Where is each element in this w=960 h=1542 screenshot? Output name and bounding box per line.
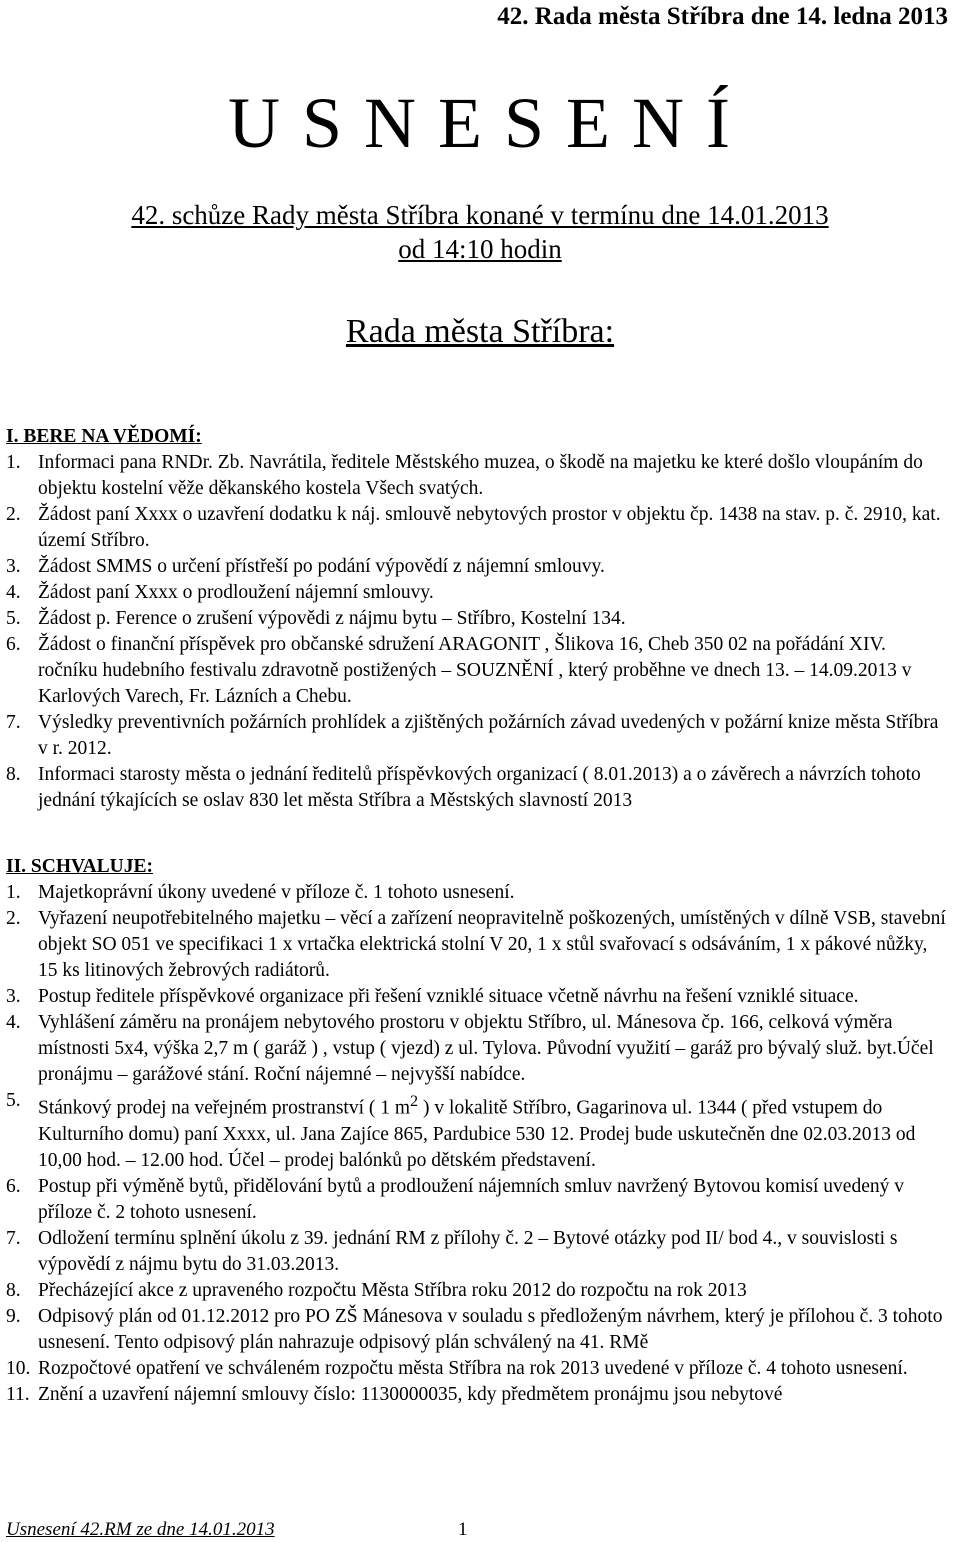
council-heading: Rada města Stříbra: — [345, 313, 615, 350]
resolution-list — [6, 450, 950, 814]
item-text: Přecházející akce z upraveného rozpočtu Města Stříbra roku 2012 do rozpočtu na rok 2013 — [38, 1279, 747, 1301]
item-text: Vyřazení neupotřebitelného majetku – věcí a zařízení neopravitelně poškozených, umístěných v dílně VSB, stavební objekt SO 051 ve specifikaci 1 x vrtačka elektrická stolní V 20, 1 x stůl svařovací s odsáváním, 1 x pákové nůžky, 15 ks litinových žebrových radiátorů. — [38, 908, 946, 981]
list-item — [6, 880, 950, 906]
section-bere-na-vedomi — [6, 424, 950, 814]
section-title: I. BERE NA VĚDOMÍ: — [6, 426, 202, 447]
item-text: Odložení termínu splnění úkolu z 39. jednání RM z přílohy č. 2 – Bytové otázky pod II/ bod 4., v souvislosti s výpovědí z nájmu bytu do 31.03.2013. — [38, 1227, 898, 1275]
list-item — [6, 580, 950, 606]
item-text: Žádost o finanční příspěvek pro občanské sdružení ARAGONIT , Šlikova 16, Cheb 350 02 na pořádání XIV. ročníku hudebního festivalu zdravotně postižených – SOUZNĚNÍ , který proběhne ve dnech 13. – 14.09.2013 v Karlových Varech, Fr. Lázních a Chebu. — [38, 634, 912, 707]
section-title: II. SCHVALUJE: — [6, 856, 154, 877]
list-item — [6, 1304, 950, 1356]
list-item — [6, 1088, 950, 1174]
item-text: ) v lokalitě Stříbro, Gagarinova ul. 1344 ( před vstupem do Kulturního domu) paní Xxxx, ul. Jana Zajíce 865, Pardubice 530 12. Prodej bude uskutečněn dne 02.03.2013 od 10,00 hod. – 12.00 hod. Účel – prodej balónků po dětském představení. — [38, 1097, 916, 1171]
item-text: Žádost p. Ference o zrušení výpovědi z nájmu bytu – Stříbro, Kostelní 134. — [38, 608, 626, 629]
item-text: Znění a uzavření nájemní smlouvy číslo: 1130000035, kdy předmětem pronájmu jsou nebytové — [38, 1383, 783, 1405]
item-number: 10. — [6, 1357, 31, 1379]
list-item — [6, 502, 950, 554]
item-text: Žádost paní Xxxx o prodloužení nájemní smlouvy. — [38, 582, 434, 603]
list-item — [6, 554, 950, 580]
item-number: 7. — [6, 712, 21, 733]
page-number: 1 — [458, 1519, 468, 1540]
list-item — [6, 632, 950, 710]
item-number: 2. — [6, 504, 21, 525]
list-item — [6, 710, 950, 762]
meeting-time: od 14:10 hodin — [398, 234, 562, 264]
list-item — [6, 1278, 950, 1304]
item-number: 11. — [6, 1383, 30, 1405]
item-number: 7. — [6, 1227, 21, 1249]
item-number: 8. — [6, 764, 21, 785]
header-date: 42. Rada města Stříbra dne 14. ledna 2013 — [497, 3, 948, 30]
item-text: Žádost paní Xxxx o uzavření dodatku k náj. smlouvě nebytových prostor v objektu čp. 1438 na stav. p. č. 2910, kat. území Stříbro. — [38, 504, 941, 551]
item-text: Postup při výměně bytů, přidělování bytů a prodloužení nájemních smluv navržený Bytovou komisí uvedený v příloze č. 2 tohoto usnesení. — [38, 1175, 904, 1223]
item-text: Rozpočtové opatření ve schváleném rozpočtu města Stříbra na rok 2013 uvedené v příloze č. 4 tohoto usnesení. — [38, 1357, 908, 1379]
list-item — [6, 906, 950, 984]
item-number: 2. — [6, 908, 21, 929]
list-item — [6, 1010, 950, 1088]
item-number: 1. — [6, 882, 21, 903]
meeting-subtitle: 42. schůze Rady města Stříbra konané v termínu dne 14.01.2013 — [131, 200, 829, 230]
item-text: Postup ředitele příspěvkové organizace při řešení vzniklé situace včetně návrhu na řešení vzniklé situace. — [38, 986, 859, 1007]
item-number: 3. — [6, 556, 21, 577]
list-item — [6, 1174, 950, 1226]
item-text: Informaci starosty města o jednání ředitelů příspěvkových organizací ( 8.01.2013) a o závěrech a návrzích tohoto jednání týkajících se oslav 830 let města Stříbra a Městských slavností 2013 — [38, 764, 921, 811]
resolution-list — [6, 880, 950, 1408]
list-item — [6, 1226, 950, 1278]
item-text: Vyhlášení záměru na pronájem nebytového prostoru v objektu Stříbro, ul. Mánesova čp. 166, celková výměra místnosti 5x4, výška 2,7 m ( garáž ) , vstup ( vjezd) z ul. Tylova. Původní využití – garáž pro bývalý služ. byt.Účel pronájmu – garážové stání. Roční nájemné – nejvyšší nabídce. — [38, 1012, 934, 1085]
item-number: 6. — [6, 634, 21, 655]
item-text: Výsledky preventivních požárních prohlídek a zjištěných požárních závad uvedených v požární knize města Stříbra v r. 2012. — [38, 712, 939, 759]
document-title: U S N E S E N Í — [227, 83, 732, 163]
item-text: Informaci pana RNDr. Zb. Navrátila, ředitele Městského muzea, o škodě na majetku ke které došlo vloupáním do objektu kostelní věže děkanského kostela Všech svatých. — [38, 452, 923, 499]
item-text: Stánkový prodej na veřejném prostranství ( 1 m — [38, 1097, 411, 1119]
item-number: 4. — [6, 1012, 21, 1033]
item-number: 3. — [6, 986, 21, 1007]
item-number: 4. — [6, 582, 21, 603]
list-item — [6, 762, 950, 814]
section-schvaluje — [6, 854, 950, 1408]
list-item — [6, 1382, 950, 1408]
superscript: 2 — [410, 1092, 419, 1110]
item-number: 9. — [6, 1305, 21, 1327]
item-text: Odpisový plán od 01.12.2012 pro PO ZŠ Mánesova v souladu s předloženým návrhem, který je přílohou č. 3 tohoto usnesení. Tento odpisový plán nahrazuje odpisový plán schválený na 41. RMě — [38, 1305, 943, 1353]
list-item — [6, 450, 950, 502]
footer-label: Usnesení 42.RM ze dne 14.01.2013 — [6, 1519, 275, 1540]
list-item — [6, 984, 950, 1010]
item-text: Majetkoprávní úkony uvedené v příloze č. 1 tohoto usnesení. — [38, 882, 515, 903]
item-number: 8. — [6, 1279, 21, 1301]
list-item — [6, 606, 950, 632]
item-number: 5. — [6, 608, 21, 629]
list-item — [6, 1356, 950, 1382]
item-text: Žádost SMMS o určení přístřeší po podání výpovědí z nájemní smlouvy. — [38, 556, 605, 577]
item-number: 1. — [6, 452, 21, 473]
item-number: 6. — [6, 1175, 21, 1197]
item-number: 5. — [6, 1090, 21, 1111]
